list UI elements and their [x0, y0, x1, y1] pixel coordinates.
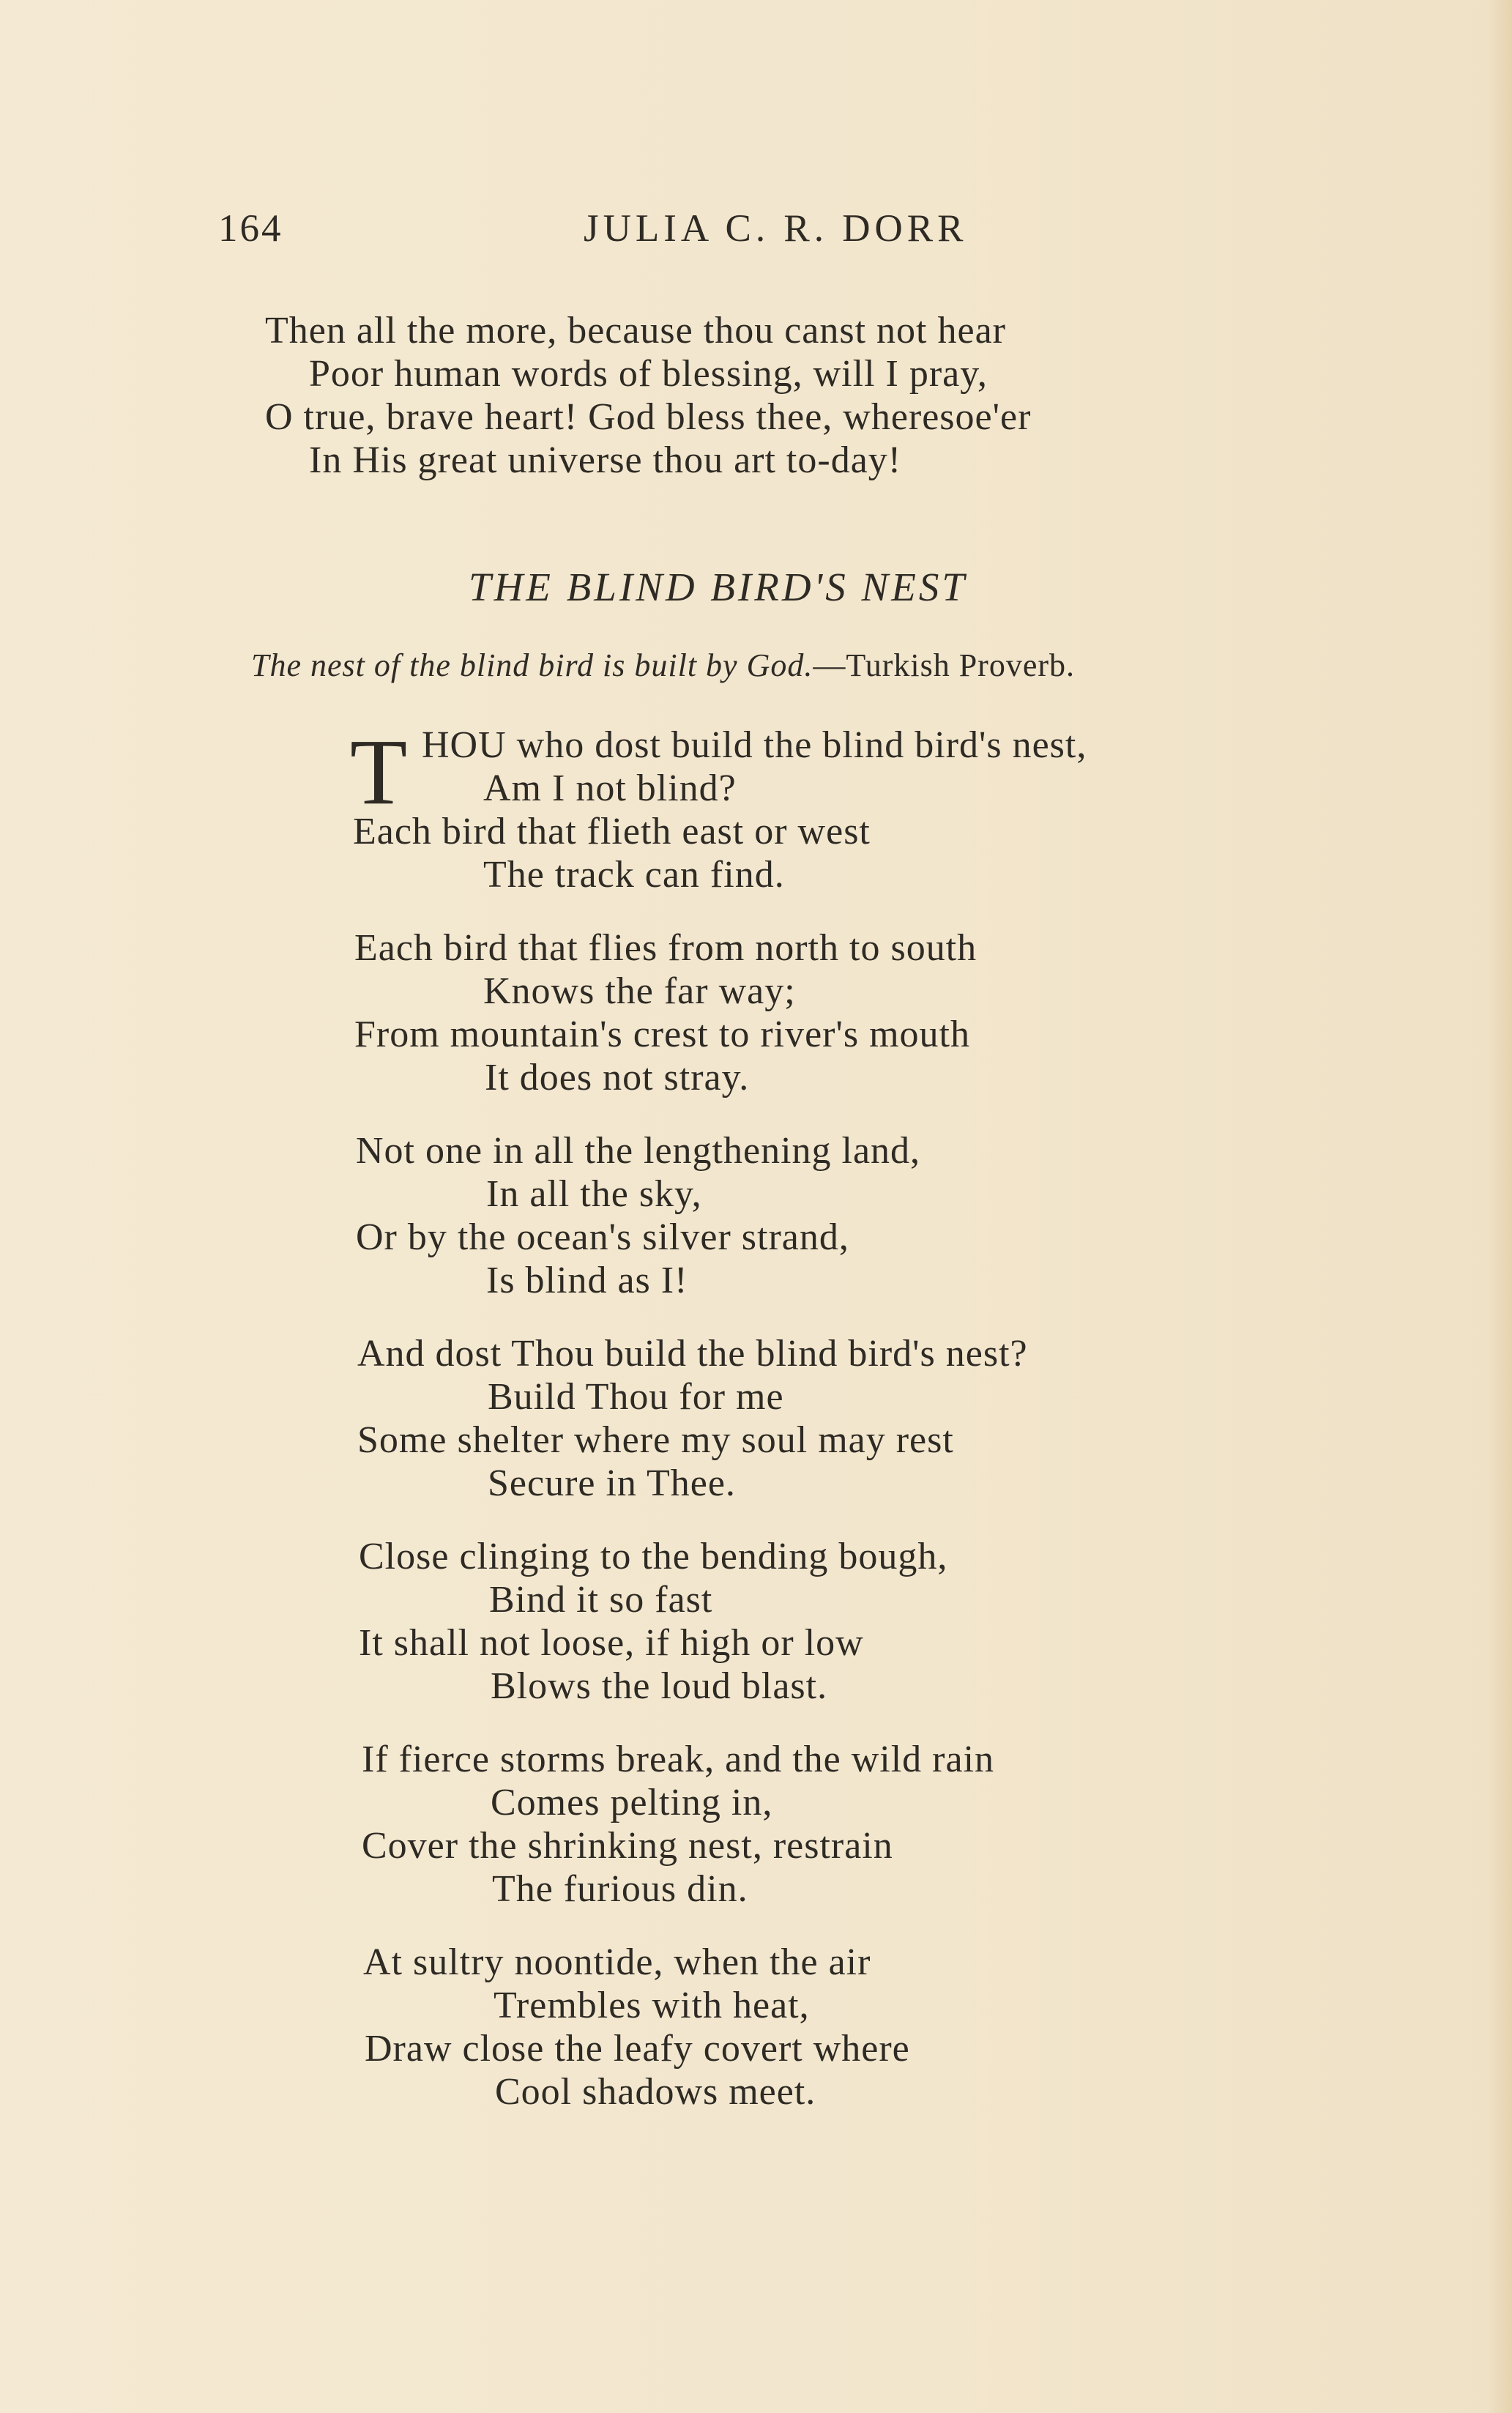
poem-line: And dost Thou build the blind bird's nest?: [357, 1333, 1028, 1375]
prev-poem-line: O true, brave heart! God bless thee, wheresoe'er: [265, 396, 1032, 438]
poem-line: Build Thou for me: [488, 1376, 784, 1418]
drop-cap: T: [350, 720, 408, 824]
poem-line: HOU who dost build the blind bird's nest,: [422, 724, 1087, 766]
poem-line: At sultry noontide, when the air: [363, 1941, 871, 1983]
page-edge-shadow: [1487, 0, 1512, 2413]
poem-line: In all the sky,: [486, 1173, 702, 1215]
epigraph-attribution: —Turkish Proverb.: [813, 647, 1075, 683]
poem-line: Trembles with heat,: [494, 1985, 810, 2026]
poem-line: Not one in all the lengthening land,: [356, 1130, 921, 1172]
epigraph: [251, 647, 1075, 684]
poem-line: Am I not blind?: [483, 767, 737, 809]
poem-line: Secure in Thee.: [488, 1462, 736, 1504]
poem-line: The track can find.: [483, 854, 785, 896]
poem-line: If fierce storms break, and the wild rain: [362, 1739, 995, 1780]
poem-line: Some shelter where my soul may rest: [357, 1419, 954, 1461]
poem-line: Knows the far way;: [483, 970, 796, 1012]
poem-line: Is blind as I!: [486, 1260, 688, 1301]
poem-line: It shall not loose, if high or low: [359, 1622, 864, 1664]
prev-poem-line: In His great universe thou art to-day!: [309, 439, 902, 481]
poem-line: It does not stray.: [485, 1057, 750, 1098]
poem-line: Cover the shrinking nest, restrain: [362, 1825, 893, 1867]
poem-line: Each bird that flies from north to south: [354, 927, 977, 969]
poem-line: Or by the ocean's silver strand,: [356, 1216, 849, 1258]
poem-line: The furious din.: [492, 1868, 748, 1910]
epigraph-text: The nest of the blind bird is built by God.: [251, 647, 813, 683]
prev-poem-line: Then all the more, because thou canst not hear: [265, 310, 1006, 352]
poem-line: Draw close the leafy covert where: [365, 2028, 910, 2070]
poem-line: Bind it so fast: [489, 1579, 713, 1621]
poem-line: From mountain's crest to river's mouth: [354, 1014, 970, 1055]
running-title: JULIA C. R. DORR: [584, 207, 968, 250]
poem-line: Comes pelting in,: [491, 1782, 773, 1823]
poem-line: Close clinging to the bending bough,: [359, 1536, 948, 1577]
poem-title: THE BLIND BIRD'S NEST: [469, 565, 967, 609]
prev-poem-line: Poor human words of blessing, will I pray,: [309, 353, 988, 395]
poem-line: Each bird that flieth east or west: [353, 811, 871, 852]
poem-line: Blows the loud blast.: [491, 1665, 828, 1707]
page-number: 164: [218, 207, 283, 250]
poem-line: Cool shadows meet.: [495, 2071, 816, 2113]
